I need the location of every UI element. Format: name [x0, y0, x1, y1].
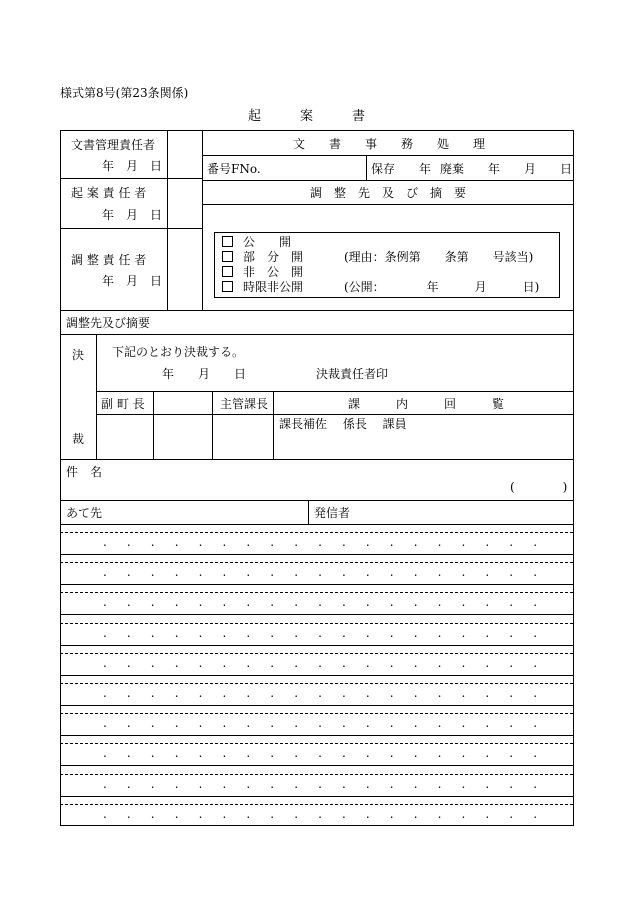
- guide-dot: .: [342, 565, 346, 580]
- circulation-heading: 課 内 回 覧: [348, 397, 505, 411]
- drafter-label: 起 案 責 任 者: [71, 186, 147, 200]
- dot-guide-row: [60, 776, 573, 791]
- guide-dot: .: [342, 595, 346, 610]
- guide-dot: .: [198, 806, 203, 821]
- guide-dot: .: [103, 535, 107, 549]
- guide-dot: .: [318, 625, 322, 640]
- guide-dot: .: [342, 535, 346, 549]
- guide-dot: .: [485, 595, 490, 610]
- guide-dot: .: [365, 806, 370, 821]
- guide-dot: .: [294, 716, 299, 731]
- guide-dot: .: [533, 655, 538, 670]
- guide-dot: .: [342, 625, 346, 640]
- coordinator-date: 年 月 日: [102, 274, 163, 288]
- guide-dot: .: [270, 655, 275, 670]
- guide-dot: .: [294, 655, 299, 670]
- guide-dot: .: [389, 625, 394, 640]
- dot-guide-row: [60, 565, 573, 580]
- coordination-row-label: 調整先及び摘要: [66, 316, 151, 330]
- guide-dot: .: [365, 746, 370, 761]
- guide-dot: .: [437, 716, 442, 731]
- guide-dot: .: [461, 655, 466, 670]
- dashed-guide-line: [60, 804, 573, 805]
- guide-dot: .: [533, 776, 538, 791]
- guide-dot: .: [126, 655, 131, 670]
- writing-line: [60, 675, 574, 676]
- dot-guide-row: [60, 535, 573, 549]
- guide-dot: .: [150, 686, 155, 700]
- guide-dot: .: [174, 776, 179, 791]
- guide-dot: .: [485, 776, 490, 791]
- guide-dot: .: [103, 625, 107, 640]
- guide-dot: .: [509, 655, 514, 670]
- guide-dot: .: [174, 625, 179, 640]
- doc-processing-heading: 文 書 事 務 処 理: [293, 137, 486, 151]
- guide-dot: .: [126, 806, 131, 821]
- guide-dot: .: [103, 746, 107, 761]
- guide-dot: .: [150, 565, 155, 580]
- guide-dot: .: [198, 746, 203, 761]
- guide-dot: .: [437, 565, 442, 580]
- guide-dot: .: [365, 595, 370, 610]
- guide-dot: .: [222, 686, 227, 700]
- guide-dot: .: [174, 595, 179, 610]
- guide-dot: .: [270, 565, 275, 580]
- guide-dot: .: [294, 776, 299, 791]
- guide-dot: .: [103, 806, 107, 821]
- guide-dot: .: [342, 716, 346, 731]
- guide-dot: .: [270, 746, 275, 761]
- guide-dot: .: [365, 655, 370, 670]
- guide-dot: .: [413, 776, 418, 791]
- guide-dot: .: [174, 806, 179, 821]
- guide-dot: .: [342, 806, 346, 821]
- guide-dot: .: [389, 806, 394, 821]
- dot-guide-row: [60, 655, 573, 670]
- guide-dot: .: [342, 746, 346, 761]
- guide-dot: .: [461, 625, 466, 640]
- guide-dot: .: [294, 746, 299, 761]
- guide-dot: .: [365, 716, 370, 731]
- guide-dot: .: [126, 535, 131, 549]
- guide-dot: .: [461, 535, 466, 549]
- guide-dot: .: [150, 595, 155, 610]
- guide-dot: .: [222, 535, 227, 549]
- guide-dot: .: [461, 595, 466, 610]
- guide-dot: .: [174, 716, 179, 731]
- guide-dot: .: [509, 625, 514, 640]
- guide-dot: .: [485, 716, 490, 731]
- guide-dot: .: [198, 686, 203, 700]
- guide-dot: .: [174, 565, 179, 580]
- guide-dot: .: [103, 595, 107, 610]
- guide-dot: .: [103, 716, 107, 731]
- guide-dot: .: [174, 535, 179, 549]
- guide-dot: .: [533, 565, 538, 580]
- guide-dot: .: [246, 686, 251, 700]
- guide-dot: .: [485, 746, 490, 761]
- guide-dot: .: [413, 535, 418, 549]
- guide-dot: .: [437, 625, 442, 640]
- guide-dot: .: [150, 625, 155, 640]
- partial-checkbox[interactable]: [222, 251, 233, 262]
- writing-line: [60, 765, 574, 766]
- guide-dot: .: [342, 776, 346, 791]
- guide-dot: .: [413, 716, 418, 731]
- guide-dot: .: [437, 806, 442, 821]
- guide-dot: .: [413, 806, 418, 821]
- form-number: 様式第8号(第23条関係): [60, 86, 189, 100]
- number-label: 番号FNo.: [207, 162, 261, 176]
- guide-dot: .: [509, 716, 514, 731]
- guide-dot: .: [294, 806, 299, 821]
- guide-dot: .: [246, 595, 251, 610]
- guide-dot: .: [294, 595, 299, 610]
- guide-dot: .: [246, 565, 251, 580]
- guide-dot: .: [437, 746, 442, 761]
- guide-dot: .: [485, 686, 490, 700]
- guide-dot: .: [222, 746, 227, 761]
- doc-manager-label: 文書管理責任者: [71, 138, 156, 152]
- guide-dot: .: [318, 746, 322, 761]
- timed-detail: (公開： 年 月 日): [344, 280, 540, 294]
- guide-dot: .: [318, 806, 322, 821]
- dashed-guide-line: [60, 743, 573, 744]
- guide-dot: .: [294, 535, 299, 549]
- decision-date: 年 月 日: [162, 367, 247, 381]
- coordinator-label: 調 整 責 任 者: [71, 253, 147, 267]
- guide-dot: .: [509, 535, 514, 549]
- dashed-guide-line: [60, 774, 573, 775]
- guide-dot: .: [318, 686, 322, 700]
- guide-dot: .: [389, 535, 394, 549]
- guide-dot: .: [389, 655, 394, 670]
- dashed-guide-line: [60, 683, 573, 684]
- dot-guide-row: [60, 746, 573, 761]
- writing-line: [60, 614, 574, 615]
- guide-dot: .: [437, 535, 442, 549]
- guide-dot: .: [198, 716, 203, 731]
- guide-dot: .: [270, 806, 275, 821]
- guide-dot: .: [270, 535, 275, 549]
- guide-dot: .: [437, 655, 442, 670]
- guide-dot: .: [222, 625, 227, 640]
- decision-label-top: 決: [72, 348, 85, 362]
- guide-dot: .: [509, 686, 514, 700]
- guide-dot: .: [150, 716, 155, 731]
- guide-dot: .: [509, 806, 514, 821]
- guide-dot: .: [413, 565, 418, 580]
- guide-dot: .: [533, 806, 538, 821]
- dashed-guide-line: [60, 562, 573, 563]
- guide-dot: .: [222, 776, 227, 791]
- guide-dot: .: [533, 686, 538, 700]
- disclosure-partial: 部 分 開: [222, 251, 303, 263]
- disclosure-timed: 時限非公開: [222, 281, 303, 293]
- guide-dot: .: [461, 776, 466, 791]
- disclosure-private: 非 公 開: [222, 266, 303, 278]
- guide-dot: .: [103, 776, 107, 791]
- coordination-heading: 調 整 先 及 び 摘 要: [310, 186, 467, 200]
- dot-guide-row: [60, 716, 573, 731]
- writing-line: [60, 645, 574, 646]
- guide-dot: .: [246, 746, 251, 761]
- guide-dot: .: [246, 655, 251, 670]
- guide-dot: .: [126, 595, 131, 610]
- section-chief-label: 主管課長: [220, 397, 269, 411]
- guide-dot: .: [413, 746, 418, 761]
- guide-dot: .: [413, 655, 418, 670]
- dashed-guide-line: [60, 532, 573, 533]
- guide-dot: .: [389, 595, 394, 610]
- guide-dot: .: [150, 655, 155, 670]
- public-checkbox[interactable]: [222, 236, 233, 247]
- dashed-guide-line: [60, 653, 573, 654]
- guide-dot: .: [174, 655, 179, 670]
- dot-guide-row: [60, 686, 573, 700]
- guide-dot: .: [509, 776, 514, 791]
- guide-dot: .: [198, 625, 203, 640]
- guide-dot: .: [389, 746, 394, 761]
- guide-dot: .: [150, 535, 155, 549]
- guide-dot: .: [365, 776, 370, 791]
- guide-dot: .: [270, 625, 275, 640]
- guide-dot: .: [246, 625, 251, 640]
- dot-guide-row: [60, 595, 573, 610]
- drafter-date: 年 月 日: [102, 208, 163, 222]
- guide-dot: .: [342, 686, 346, 700]
- dashed-guide-line: [60, 713, 573, 714]
- guide-dot: .: [318, 716, 322, 731]
- guide-dot: .: [270, 716, 275, 731]
- dashed-guide-line: [60, 592, 573, 593]
- guide-dot: .: [103, 655, 107, 670]
- guide-dot: .: [533, 746, 538, 761]
- doc-manager-date: 年 月 日: [102, 159, 163, 173]
- guide-dot: .: [437, 595, 442, 610]
- form-title: 起 案 書: [248, 109, 366, 124]
- guide-dot: .: [509, 746, 514, 761]
- guide-dot: .: [174, 746, 179, 761]
- guide-dot: .: [222, 716, 227, 731]
- guide-dot: .: [365, 686, 370, 700]
- guide-dot: .: [126, 776, 131, 791]
- guide-dot: .: [103, 565, 107, 580]
- guide-dot: .: [270, 776, 275, 791]
- disclosure-public: 公 開: [222, 236, 291, 248]
- guide-dot: .: [198, 776, 203, 791]
- guide-dot: .: [509, 565, 514, 580]
- guide-dot: .: [246, 776, 251, 791]
- guide-dot: .: [342, 655, 346, 670]
- writing-line: [60, 735, 574, 736]
- guide-dot: .: [461, 686, 466, 700]
- guide-dot: .: [126, 716, 131, 731]
- guide-dot: .: [103, 686, 107, 700]
- writing-line: [60, 554, 574, 555]
- subject-paren: ( ): [510, 480, 568, 494]
- guide-dot: .: [461, 746, 466, 761]
- guide-dot: .: [533, 716, 538, 731]
- guide-dot: .: [365, 625, 370, 640]
- disposal-label: 廃棄 年 月 日: [440, 162, 573, 176]
- writing-line: [60, 584, 574, 585]
- guide-dot: .: [461, 565, 466, 580]
- guide-dot: .: [198, 595, 203, 610]
- guide-dot: .: [294, 686, 299, 700]
- writing-line: [60, 705, 574, 706]
- decision-label-bottom: 裁: [72, 432, 85, 446]
- guide-dot: .: [485, 806, 490, 821]
- guide-dot: .: [126, 686, 131, 700]
- guide-dot: .: [222, 655, 227, 670]
- guide-dot: .: [246, 535, 251, 549]
- dashed-guide-line: [60, 623, 573, 624]
- guide-dot: .: [318, 776, 322, 791]
- guide-dot: .: [389, 776, 394, 791]
- guide-dot: .: [126, 746, 131, 761]
- guide-dot: .: [533, 625, 538, 640]
- guide-dot: .: [222, 806, 227, 821]
- guide-dot: .: [270, 595, 275, 610]
- guide-dot: .: [365, 565, 370, 580]
- guide-dot: .: [318, 565, 322, 580]
- guide-dot: .: [198, 535, 203, 549]
- guide-dot: .: [150, 746, 155, 761]
- writing-line: [60, 796, 574, 797]
- decision-text: 下記のとおり決裁する。: [112, 345, 245, 359]
- guide-dot: .: [318, 595, 322, 610]
- sender-label: 発信者: [314, 506, 351, 520]
- guide-dot: .: [246, 806, 251, 821]
- guide-dot: .: [174, 686, 179, 700]
- circulation-roles: 課長補佐 係長 課員: [279, 417, 407, 431]
- subject-label: 件 名: [66, 465, 103, 479]
- guide-dot: .: [246, 716, 251, 731]
- guide-dot: .: [437, 776, 442, 791]
- guide-dot: .: [318, 655, 322, 670]
- guide-dot: .: [461, 806, 466, 821]
- guide-dot: .: [222, 565, 227, 580]
- guide-dot: .: [389, 686, 394, 700]
- guide-dot: .: [126, 625, 131, 640]
- guide-dot: .: [365, 535, 370, 549]
- private-checkbox[interactable]: [222, 266, 233, 277]
- guide-dot: .: [413, 686, 418, 700]
- guide-dot: .: [270, 686, 275, 700]
- partial-reason: (理由：条例第 条第 号該当): [344, 250, 534, 264]
- guide-dot: .: [126, 565, 131, 580]
- guide-dot: .: [389, 716, 394, 731]
- guide-dot: .: [294, 565, 299, 580]
- deputy-mayor-label: 副 町 長: [101, 397, 145, 411]
- guide-dot: .: [533, 535, 538, 549]
- dot-guide-row: [60, 625, 573, 640]
- guide-dot: .: [198, 565, 203, 580]
- guide-dot: .: [150, 806, 155, 821]
- guide-dot: .: [413, 595, 418, 610]
- guide-dot: .: [413, 625, 418, 640]
- guide-dot: .: [509, 595, 514, 610]
- timed-checkbox[interactable]: [222, 281, 233, 292]
- guide-dot: .: [294, 625, 299, 640]
- guide-dot: .: [485, 655, 490, 670]
- guide-dot: .: [389, 565, 394, 580]
- guide-dot: .: [318, 535, 322, 549]
- decision-seal: 決裁責任者印: [316, 367, 389, 381]
- guide-dot: .: [198, 655, 203, 670]
- guide-dot: .: [485, 625, 490, 640]
- guide-dot: .: [485, 565, 490, 580]
- guide-dot: .: [485, 535, 490, 549]
- guide-dot: .: [150, 776, 155, 791]
- guide-dot: .: [461, 716, 466, 731]
- guide-dot: .: [222, 595, 227, 610]
- addressee-label: あて先: [66, 506, 103, 520]
- retention-label: 保存 年: [371, 162, 432, 176]
- dot-guide-row: [60, 806, 573, 821]
- guide-dot: .: [533, 595, 538, 610]
- guide-dot: .: [437, 686, 442, 700]
